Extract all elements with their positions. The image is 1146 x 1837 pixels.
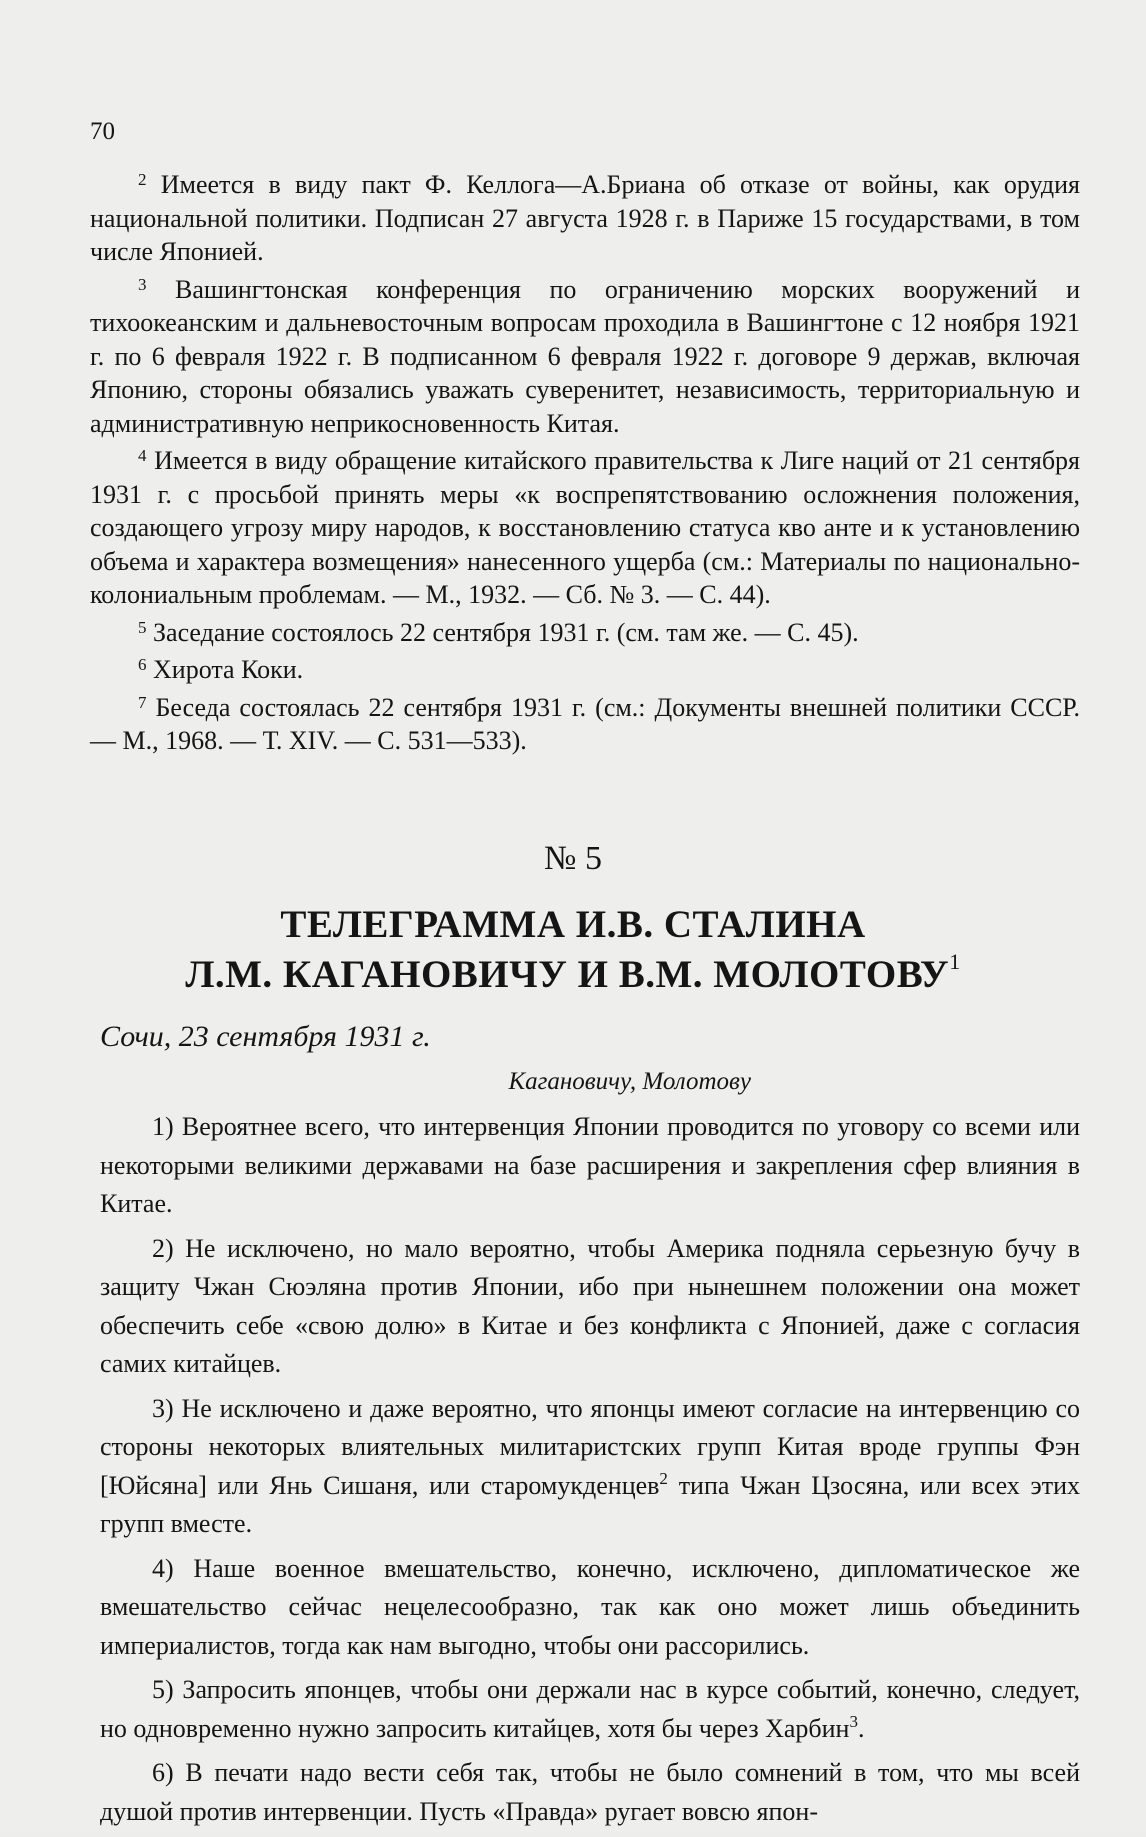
- footnote-ref: 2: [659, 1468, 668, 1488]
- paragraph-text: 1) Вероятнее всего, что интервенция Японии проводится по уговору со всеми или некоторыми великими державами на базе расширения и закрепления сфер влияния в Китае.: [100, 1112, 1080, 1218]
- paragraph-text-continued: .: [857, 1713, 865, 1743]
- title-line-2-text: Л.М. КАГАНОВИЧУ И В.М. МОЛОТОВУ: [185, 953, 950, 996]
- paragraph: [100, 1230, 1080, 1384]
- footnote: [90, 444, 1080, 612]
- addressee: Кагановичу, Молотову: [508, 1068, 751, 1095]
- footnote-text: Вашингтонская конференция по ограничению морских вооружений и тихоокеанским и дальневосточным вопросам проходила в Вашингтоне с 12 ноября 1921 г. по 6 февраля 1922 г. В подписанном 6 февраля 1922 г. договоре 9 держав, включая Японию, стороны обязались уважать суверенитет, независимость, территориальную и административную неприкосновенность Китая.: [90, 274, 1081, 438]
- footnote-text: Хирота Коки.: [153, 655, 304, 684]
- page-number: 70: [90, 118, 115, 145]
- footnote-text: Имеется в виду обращение китайского правительства к Лиге наций от 21 сентября 1931 г. с просьбой принять меры «к воспрепятствованию осложнения положения, создающего угрозу миру народов, к восстановлению статуса кво анте и к установлению объема и характера возмещения» нанесенного ущерба (см.: Материалы по национально-колониальным проблемам. — М., 1932. — Сб. № 3. — С. 44).: [90, 446, 1081, 609]
- paragraph-text-continued: типа Чжан Цзосяна, или всех этих групп вместе.: [100, 1470, 1080, 1538]
- footnote-ref: 3: [849, 1711, 858, 1731]
- document-title: [0, 900, 1146, 1000]
- footnote-marker: 7: [138, 692, 147, 712]
- document-number: № 5: [544, 840, 602, 877]
- footnote: [90, 273, 1080, 441]
- telegram-body: [100, 1108, 1080, 1837]
- footnote-marker: 6: [138, 655, 147, 674]
- paragraph-text: 5) Запросить японцев, чтобы они держали нас в курсе событий, конечно, следует, но одновременно нужно запросить китайцев, хотя бы через Харбин: [100, 1675, 1080, 1743]
- footnote-marker: 4: [138, 446, 147, 465]
- title-line-2: [0, 950, 1146, 1000]
- footnote-marker: 5: [138, 617, 147, 637]
- footnote-text: Заседание состоялось 22 сентября 1931 г. (см. там же. — С. 45).: [153, 617, 859, 647]
- paragraph: [100, 1108, 1080, 1224]
- footnote-marker: 2: [138, 170, 147, 189]
- paragraph: [100, 1550, 1080, 1666]
- title-line-1: ТЕЛЕГРАММА И.В. СТАЛИНА: [280, 903, 866, 946]
- footnote-text: Имеется в виду пакт Ф. Келлога—А.Бриана об отказе от войны, как орудия национальной политики. Подписан 27 августа 1928 г. в Париже 15 государствами, в том числе Японией.: [90, 170, 1080, 266]
- place-date: Сочи, 23 сентября 1931 г.: [100, 1020, 431, 1053]
- paragraph-text: 3) Не исключено и даже вероятно, что японцы имеют согласие на интервенцию со стороны некоторых влиятельных милитаристских групп Китая вроде группы Фэн [Юйсяна] или Янь Сишаня, или старомукденцев: [100, 1393, 1080, 1500]
- paragraph-text: 6) В печати надо вести себя так, чтобы не было сомнений в том, что мы всей душой против интервенции. Пусть «Правда» ругает вовсю япон-: [100, 1758, 1080, 1826]
- footnotes-section: [90, 168, 1080, 762]
- paragraph: [100, 1390, 1080, 1544]
- footnote-text: Беседа состоялась 22 сентября 1931 г. (см.: Документы внешней политики СССР. — М., 1968. — Т. XIV. — С. 531—533).: [90, 692, 1080, 755]
- footnote: [90, 168, 1080, 269]
- paragraph: [100, 1671, 1080, 1748]
- footnote-marker: 3: [138, 274, 147, 294]
- footnote: [90, 653, 1080, 687]
- paragraph-text: 4) Наше военное вмешательство, конечно, исключено, дипломатическое же вмешательство сейчас нецелесообразно, так как оно может лишь объединить империалистов, тогда как нам выгодно, чтобы они рассорились.: [100, 1553, 1080, 1660]
- footnote: [90, 691, 1080, 758]
- paragraph: [100, 1754, 1080, 1831]
- title-footnote-marker: 1: [949, 949, 961, 974]
- footnote: [90, 616, 1080, 650]
- paragraph-text: 2) Не исключено, но мало вероятно, чтобы Америка подняла серьезную бучу в защиту Чжан Сюэляна против Японии, ибо при нынешнем положении она может обеспечить себе «свою долю» в Китае и без конфликта с Японией, даже с согласия самих китайцев.: [100, 1233, 1080, 1378]
